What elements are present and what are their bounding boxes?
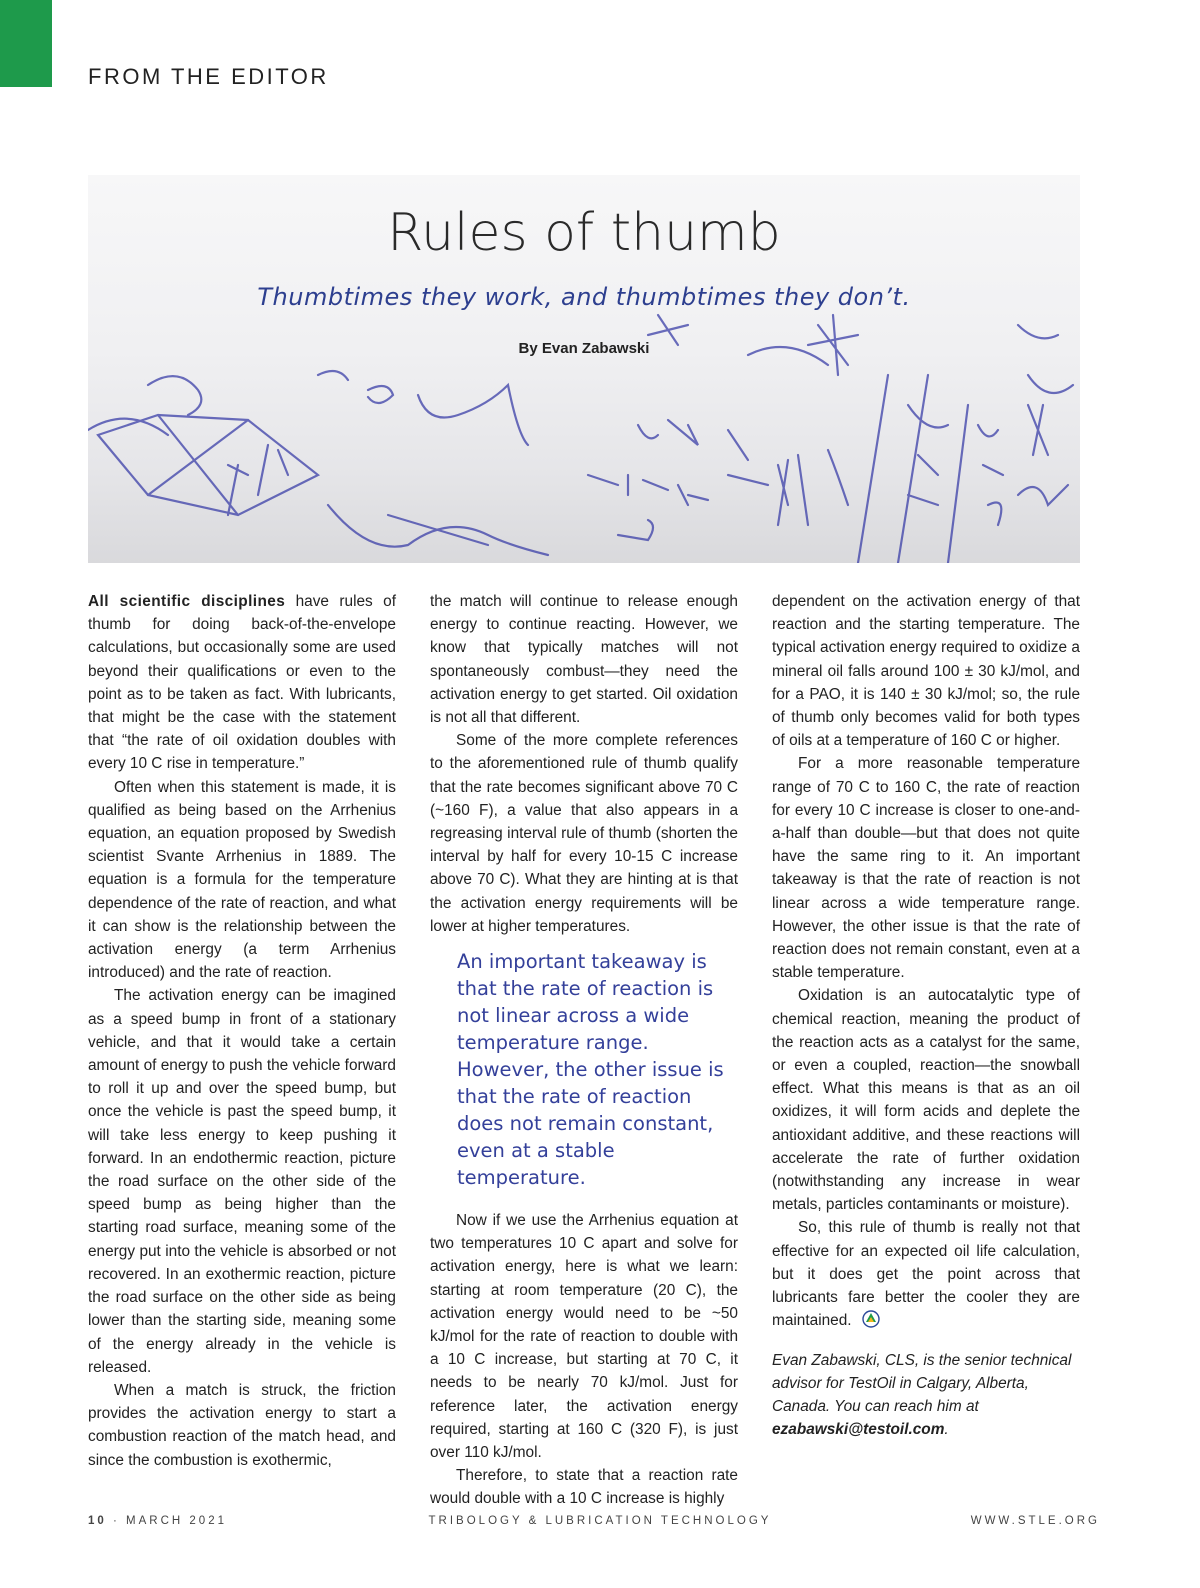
column-1 [88, 590, 396, 1472]
page-number: 10 [88, 1515, 107, 1527]
article-subtitle: Thumbtimes they work, and thumbtimes they don’t. [257, 283, 911, 311]
paragraph: When a match is struck, the friction provides the activation energy to start a combustion reaction of the match head, and since the combustion is exothermic, [88, 1381, 396, 1469]
magazine-name: TRIBOLOGY & LUBRICATION TECHNOLOGY [428, 1515, 772, 1527]
paragraph: Therefore, to state that a reaction rate would double with a 10 C increase is highly [430, 1467, 738, 1508]
paragraph: Often when this statement is made, it is qualified as being based on the Arrhenius equation, an equation proposed by Swedish scientist Svante Arrhenius in 1889. The equation is a formula for the temperature dependence of the rate of reaction, and what it can show is the relationship between the activation energy (a term Arrhenius introduced) and the rate of reaction. [88, 778, 396, 982]
website-link[interactable]: WWW.STLE.ORG [970, 1515, 1100, 1527]
lead-in: All scientific disciplines [88, 593, 286, 610]
section-color-tab [0, 0, 52, 87]
paragraph: For a more reasonable temperature range of 70 C to 160 C, the rate of reaction for every 10 C increase is closer to one-and-a-half than double—but that does not quite have the same ring to it. An important takeaway is that the rate of reaction is not linear across a wide temperature range. However, the other issue is that the rate of reaction does not remain constant, even at a stable temperature. [772, 755, 1080, 982]
paragraph: dependent on the activation energy of that reaction and the starting temperature. The typical activation energy required to oxidize a mineral oil falls around 100 ± 30 kJ/mol, and for a PAO, it is 140 ± 30 kJ/mol; so, the rule of thumb only becomes valid for both types of oils at a temperature of 160 C or higher. [772, 593, 1080, 750]
byline: By Evan Zabawski [518, 340, 650, 357]
section-label: FROM THE EDITOR [88, 64, 329, 89]
hero-banner [88, 175, 1080, 563]
paragraph-text: So, this rule of thumb is really not that effective for an expected oil life calculation, but it does get the point across that lubricants fare better the cooler they are maintained. [772, 1219, 1080, 1330]
paragraph [772, 1216, 1080, 1332]
paragraph: the match will continue to release enough energy to continue reacting. However, we know that typically matches will not spontaneously combust—they need the activation energy to get started. Oil oxidation is not all that different. [430, 593, 738, 727]
paragraph [88, 590, 396, 776]
column-2 [430, 590, 738, 1511]
pull-quote: An important takeaway is that the rate of reaction is not linear across a wide temperature range. However, the other issue is that the rate of reaction does not remain constant, even at a stable temperature. [457, 950, 724, 1190]
column-3 [772, 590, 1080, 1441]
issue-date: MARCH 2021 [126, 1515, 227, 1527]
paragraph: Oxidation is an autocatalytic type of chemical reaction, meaning the product of the reaction acts as a catalyst for the same, or even a coupled, reaction—the snowball effect. What this means is that as an oil oxidizes, it will form acids and deplete the antioxidant additive, and these reactions will accelerate the rate of further oxidation (notwithstanding any increase in wear metals, particles contaminants or moisture). [772, 987, 1080, 1214]
bio-end: . [944, 1421, 949, 1439]
author-bio [772, 1349, 1080, 1442]
article-title: Rules of thumb [387, 203, 781, 263]
paragraph-text: have rules of thumb for doing back-of-the-envelope calculations, but occasionally some are used beyond their qualifications or even to the point as to be taken as fact. With lubricants, that might be the case with the statement that “the rate of oil oxidation doubles with every 10 C rise in temperature.” [88, 593, 396, 773]
stle-end-mark-icon [862, 1310, 880, 1328]
bio-text: Evan Zabawski, CLS, is the senior technical advisor for TestOil in Calgary, Alberta, Canada. You can reach him at [772, 1351, 1072, 1415]
footer-separator: · [113, 1515, 120, 1527]
paragraph: Some of the more complete references to the aforementioned rule of thumb qualify that the rate becomes significant above 70 C (~160 F), a value that also appears in a regreasing interval rule of thumb (shorten the interval by half for every 10-15 C increase above 70 C). What they are hinting at is that the activation energy requirements will be lower at higher temperatures. [430, 732, 738, 935]
paragraph: The activation energy can be imagined as a speed bump in front of a stationary vehicle, and that it would take a certain amount of energy to push the vehicle forward to roll it up and over the speed bump, but once the vehicle is past the speed bump, it will take less energy to keep pushing it forward. In an endothermic reaction, picture the road surface on the other side of the speed bump as being higher than the starting road surface, meaning some of the energy put into the vehicle is absorbed or not recovered. In an exothermic reaction, picture the road surface on the other side as being lower than the starting side, meaning some of the energy already in the vehicle is released. [88, 987, 396, 1376]
paragraph: Now if we use the Arrhenius equation at two temperatures 10 C apart and solve for activation energy, here is what we learn: starting at room temperature (20 C), the activation energy would need to be ~50 kJ/mol for the rate of reaction to double with a 10 C increase, but starting at 70 C, it needs to be nearly 70 kJ/mol. Just for reference later, the activation energy required, starting at 160 C (320 F), is just over 110 kJ/mol. [430, 1212, 738, 1462]
author-email-link[interactable]: ezabawski@testoil.com [772, 1421, 945, 1439]
